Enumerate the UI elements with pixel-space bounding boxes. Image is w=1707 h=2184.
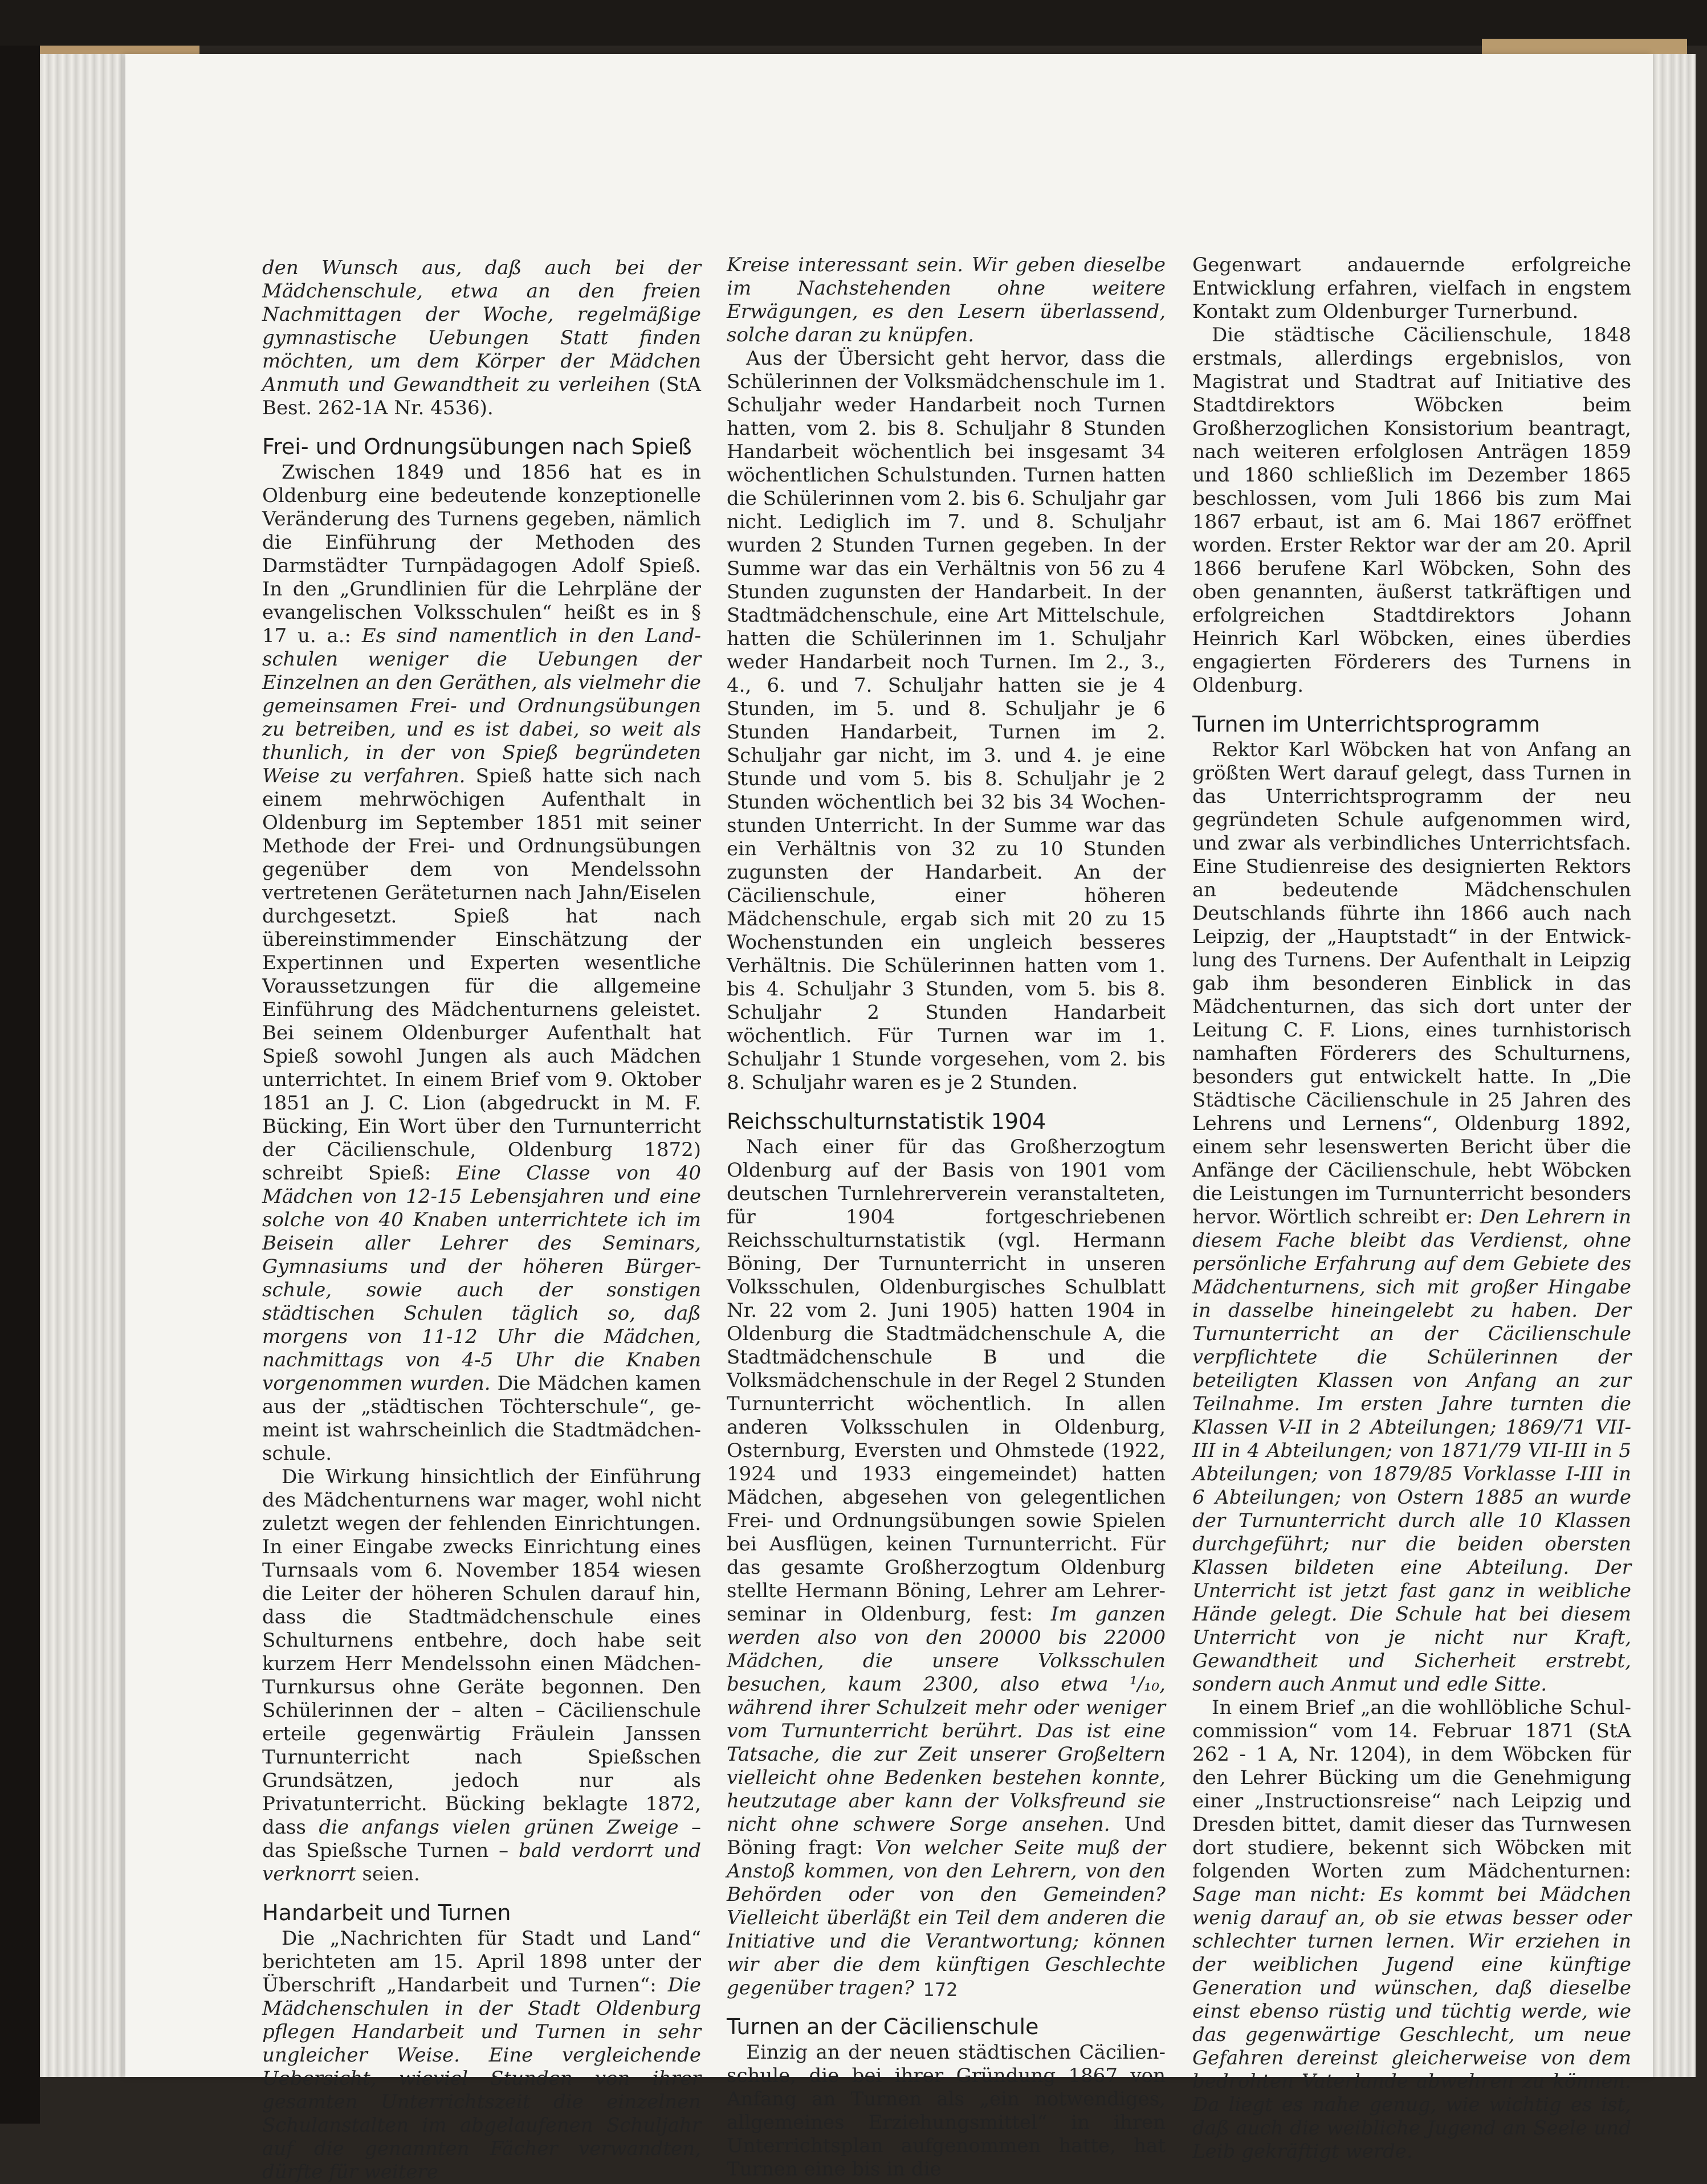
section-heading: Turnen an der Cäcilienschule (727, 2014, 1039, 2039)
paragraph: Aus der Übersicht geht hervor, dass die Schülerinnen der Volksmädchenschule im 1. Schuljahr weder Handarbeit noch Turnen hatten, vom 2. bis 8. Schuljahr 8 Stunden Handarbeit wöchentlich bei insgesamt 34 wöchentlichen Schulstunden. Turnen hatten die Schülerinnen vom 2. bis 6. Schuljahr gar nicht. Lediglich im 7. und 8. Schuljahr wurden 2 Stunden Turnen gegeben. In der Summe war das ein Verhältnis von 56 zu 4 Stunden zugunsten der Handarbeit. In der Stadtmädchenschule, eine Art Mittelschule, hatten die Schülerinnen im 1. Schuljahr weder Handarbeit noch Turnen. Im 2., 3., 4., 6. und 7. Schuljahr hatten sie je 4 Stunden, im 5. und 8. Schuljahr je 6 Stunden Handarbeit, Turnen im 2. Schuljahr gar nicht, im 3. und 4. je eine Stunde und vom 5. bis 8. Schuljahr je 2 Stunden wöchentlich bei 32 bis 34 Wochenstunden Unterricht. In der Summe war das ein Verhältnis von 32 zu 10 Stunden zugunsten der Handarbeit. An der Cäcilienschule, einer höheren Mädchenschule, ergab sich mit 20 zu 15 Wochenstunden ein ungleich besseres Verhältnis. Die Schülerinnen hatten vom 1. bis 4. Schuljahr 3 Stunden, vom 5. bis 8. Schuljahr 2 Stunden Handarbeit wöchentlich. Für Turnen war im 1. Schuljahr 1 Stunde vorgesehen, vom 2. bis 8. Schuljahr waren es je 2 Stunden. (727, 347, 1166, 1094)
section-heading: Frei- und Ordnungsübungen nach Spieß (262, 434, 692, 459)
paragraph: Einzig an der neuen städtischen Cäcilienschule, die bei ihrer Gründung 1867 von Anfang an Turnen als „ein notwendiges, allgemeines Erziehungsmittel“ in ihren Unterrichtsplan aufgenommen hatte, hat Turnen eine bis in die (727, 2041, 1166, 2181)
paragraph: Rektor Karl Wöbcken hat von Anfang an größten Wert darauf gelegt, dass Turnen in das Unterrichtsprogramm der neu gegründeten Schule aufgenommen wird, und zwar als verbindliches Unterrichtsfach. Eine Studienreise des designierten Rektors an bedeutende Mädchenschulen Deutschlands führte ihn 1866 auch nach Leipzig, der „Hauptstadt“ in der Entwicklung des Turnens. Der Aufenthalt in Leipzig gab ihm besonderen Einblick in das Mädchenturnen, das sich dort unter der Leitung C. F. Lions, eines turnhistorisch namhaften Förderers des Schulturnens, besonders gut entwickelt hatte. In „Die Städtische Cäcilienschule in 25 Jahren des Lehrens und Lernens“, Oldenburg 1892, einem sehr lesenswerten Bericht über die Anfänge der Cäcilienschule, hebt Wöbcken die Leistungen im Turnunterricht besonders hervor. Wörtlich schreibt er: Den Lehrern in diesem Fache bleibt das Verdienst, ohne persönliche Erfahrung auf dem Gebiete des Mädchenturnens, sich mit großer Hingabe in dasselbe hineingelebt zu haben. Der Turnunterricht an der Cäcilienschule verpflichtete die Schülerinnen der beteiligten Klassen von Anfang an zur Teilnahme. Im ersten Jahre turnten die Klassen V-II in 2 Abteilungen; 1869/71 VII-III in 4 Abteilungen; von 1871/79 VII-III in 5 Abteilungen; von 1879/85 Vorklasse I-III in 6 Abteilungen; von Ostern 1885 an wurde der Turnunterricht durch alle 10 Klassen durchgeführt; nur die beiden obersten Klassen bildeten eine Abteilung. Der Unterricht ist jetzt fast ganz in weibliche Hände gelegt. Die Schule hat bei diesem Unterricht von je nicht nur Kraft, Gewandtheit und Sicherheit erstrebt, sondern auch Anmut und edle Sitte. (1192, 738, 1631, 1696)
paragraph: Die städtische Cäcilienschule, 1848 erstmals, allerdings ergebnislos, von Magistrat und Stadtrat auf Initiative des Stadtdirektors Wöbcken beim Großherzoglichen Konsistorium beantragt, nach weiteren erfolglosen Anträgen 1859 und 1860 schließlich im Dezember 1865 beschlossen, vom Juli 1866 bis zum Mai 1867 erbaut, ist am 6. Mai 1867 eröffnet worden. Erster Rektor war der am 20. April 1866 berufene Karl Wöbcken, Sohn des oben genannten, äußerst tatkräftigen und erfolgreichen Stadtdirektors Johann Heinrich Karl Wöbcken, eines überdies engagierten Förderers des Turnens in Oldenburg. (1192, 324, 1631, 697)
paragraph: Kreise interessant sein. Wir geben dieselbe im Nachstehenden ohne weitere Erwägungen, es den Lesern überlassend, solche daran zu knüpfen. (727, 254, 1166, 346)
page-number: 172 (923, 1979, 958, 2001)
text-column-1 (262, 256, 701, 2184)
paragraph: Nach einer für das Großherzogtum Oldenburg auf der Basis von 1901 vom deutschen Turnlehrerverein veranstalteten, für 1904 fortgeschriebenen Reichsschulturnstatistik (vgl. Hermann Böning, Der Turnunterricht in unseren Volksschulen, Oldenburgisches Schulblatt Nr. 22 vom 2. Juni 1905) hatten 1904 in Oldenburg die Stadtmädchenschule A, die Stadtmädchenschule B und die Volksmädchenschule in der Regel 2 Stunden Turnunterricht wöchentlich. In allen anderen Volksschulen in Oldenburg, Osternburg, Eversten und Ohmstede (1922, 1924 und 1933 eingemeindet) hatten Mädchen, abgesehen von gelegentlichen Frei- und Ordnungsübungen sowie Spielen bei Ausflügen, keinen Turnunterricht. Für das gesamte Großherzogtum Oldenburg stellte Hermann Böning, Lehrer am Lehrerseminar in Oldenburg, fest: Im ganzen werden also von den 20000 bis 22000 Mädchen, die unsere Volksschulen besuchen, kaum 2300, also etwa ¹/₁₀, während ihrer Schulzeit mehr oder weniger vom Turnunterricht berührt. Das ist eine Tatsache, die zur Zeit unserer Großeltern vielleicht ohne Bedenken bestehen konnte, heutzutage aber kann der Volksfreund sie nicht ohne schwere Sorge ansehen. Und Böning fragt: Von welcher Seite muß der Anstoß kommen, von den Lehrern, von den Behörden oder von den Gemeinden? Vielleicht überläßt ein Teil dem anderen die Initiative und die Verantwortung; können wir aber die dem künftigen Geschlechte gegenüber tragen? (727, 1136, 1166, 1999)
text-column-2 (727, 254, 1166, 2181)
text-column-3 (1192, 254, 1631, 2163)
section-heading: Handarbeit und Turnen (262, 1900, 511, 1925)
paragraph: Die Wirkung hinsichtlich der Einführung des Mädchenturnens war mager, wohl nicht zuletzt wegen der fehlenden Einrichtungen. In einer Eingabe zwecks Einrichtung eines Turnsaals vom 6. November 1854 wiesen die Leiter der höheren Schulen darauf hin, dass die Stadtmädchenschule eines Schulturnens entbehre, doch habe seit kurzem Herr Mendelssohn einen Mädchen-Turnkursus ohne Geräte begonnen. Den Schülerinnen der – alten – Cäcilienschule erteile gegenwärtig Fräulein Janssen Turnunterricht nach Spießschen Grundsätzen, jedoch nur als Privatunterricht. Bücking beklagte 1872, dass die anfangs vielen grünen Zweige – das Spießsche Turnen – bald verdorrt und verknorrt seien. (262, 1465, 701, 1885)
paragraph: den Wunsch aus, daß auch bei der Mädchenschule, etwa an den freien Nachmittagen der Woche, regelmäßige gymnastische Uebungen Statt finden möchten, um dem Körper der Mädchen Anmuth und Gewandtheit zu verleihen (StA Best. 262-1A Nr. 4536). (262, 256, 701, 419)
section-heading: Reichsschulturnstatistik 1904 (727, 1109, 1046, 1134)
paragraph: Gegenwart andauernde erfolgreiche Entwicklung erfahren, vielfach in engstem Kontakt zum Oldenburger Turnerbund. (1192, 254, 1631, 323)
book-spine-shadow (0, 0, 40, 2124)
page-stack-right (1673, 54, 1696, 2077)
book-cover-edge-right (1482, 39, 1687, 56)
paragraph: In einem Brief „an die wohllöbliche Schulcommission“ vom 14. Februar 1871 (StA 262 - 1 A, Nr. 1204), in dem Wöbcken für den Lehrer Bücking um die Genehmigung einer „Instructionsreise“ nach Leipzig und Dresden bittet, damit dieser das Turnwesen dort studiere, bekennt sich Wöbcken mit folgenden Worten zum Mädchenturnen: Sage man nicht: Es kommt bei Mädchen wenig darauf an, ob sie etwas besser oder schlechter turnen lernen. Wir erziehen in der weiblichen Jugend eine künftige Generation und wünschen, daß dieselbe einst ebenso rüstig und tüchtig werde, wie das gegenwärtige Geschlecht, um neue Gefahren dereinst gleicherweise von dem bedrohten Vaterlande abwehren zu können. Da liegt es nahe genug, wie wichtig es ist, daß auch die weibliche Jugend an Seele und Leib gekräftigt werde. (1192, 1696, 1631, 2163)
section-heading: Turnen im Unterrichtsprogramm (1192, 712, 1540, 737)
paragraph: Die „Nachrichten für Stadt und Land“ berichteten am 15. April 1898 unter der Überschrift „Handarbeit und Turnen“: Die Mädchenschulen in der Stadt Oldenburg pflegen Handarbeit und Turnen in sehr ungleicher Weise. Eine vergleichende Uebersicht, wieviel Stunden von ihrer gesamten Unterrichtszeit die einzelnen Schulanstalten im abgelaufenen Schuljahr auf die genannten Fächer verwandten, dürfte für weitere (262, 1927, 701, 2183)
book-page (125, 54, 1653, 2183)
book-top-edge (0, 0, 1707, 46)
paragraph: Zwischen 1849 und 1856 hat es in Oldenburg eine bedeutende konzeptionelle Veränderung des Turnens gegeben, nämlich die Einführung der Methoden des Darmstädter Turnpädagogen Adolf Spieß. In den „Grundlinien für die Lehrpläne der evangelischen Volksschulen“ heißt es in § 17 u. a.: Es sind namentlich in den Landschulen weniger die Uebungen der Einzelnen an den Geräthen, als vielmehr die gemeinsamen Frei- und Ordnungsübungen zu betreiben, und es ist dabei, so weit als thunlich, in der von Spieß begründeten Weise zu verfahren. Spieß hatte sich nach einem mehrwöchigen Aufenthalt in Oldenburg im September 1851 mit seiner Methode der Frei- und Ordnungsübungen gegenüber dem von Mendelssohn vertretenen Geräteturnen nach Jahn/Eiselen durchgesetzt. Spieß hat nach übereinstimmender Einschätzung der Expertinnen und Experten wesentliche Voraussetzungen für die allgemeine Einführung des Mädchenturnens geleistet. Bei seinem Oldenburger Aufenthalt hat Spieß sowohl Jungen als auch Mädchen unterrichtet. In einem Brief vom 9. Oktober 1851 an J. C. Lion (abgedruckt in M. F. Bücking, Ein Wort über den Turnunterricht der Cäcilienschule, Oldenburg 1872) schreibt Spieß: Eine Classe von 40 Mädchen von 12-15 Lebensjahren und eine solche von 40 Knaben unterrichtete ich im Beisein aller Lehrer des Seminars, Gymnasiums und der höheren Bürgerschule, sowie auch der sonstigen städtischen Schulen täglich so, daß morgens von 11-12 Uhr die Mädchen, nachmittags von 4-5 Uhr die Knaben vorgenommen wurden. Die Mädchen kamen aus der „städtischen Töchterschule“, gemeint ist wahrscheinlich die Stadtmädchenschule. (262, 461, 701, 1465)
